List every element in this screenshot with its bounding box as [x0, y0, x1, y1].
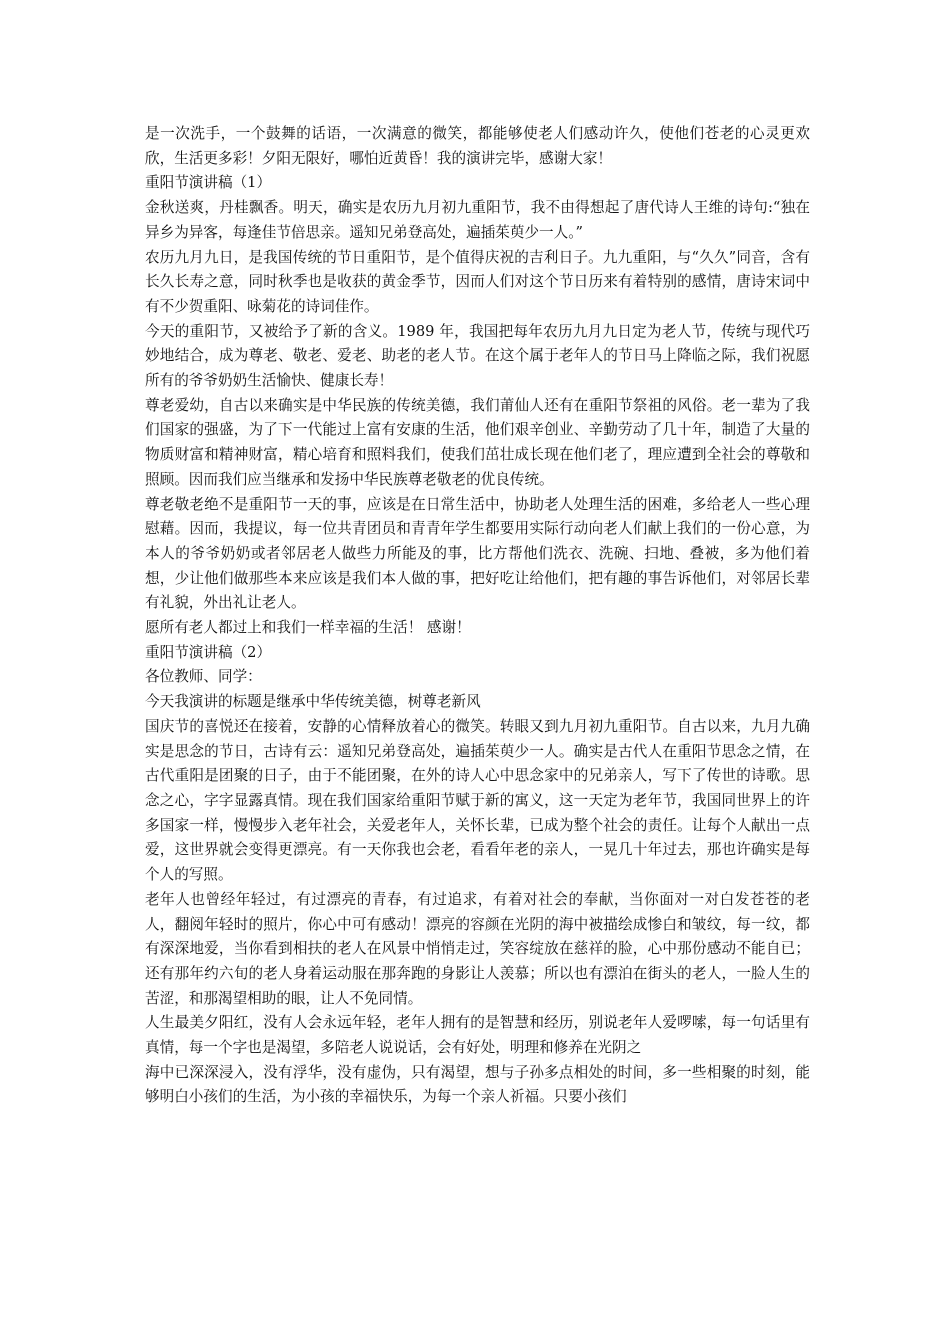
- paragraph: 是一次洗手，一个鼓舞的话语，一次满意的微笑，都能够使老人们感动许久，使他们苍老的心灵更欢欣，生活更多彩！夕阳无限好，哪怕近黄昏！我的演讲完毕，感谢大家！: [145, 125, 810, 167]
- paragraph: 国庆节的喜悦还在接着，安静的心情释放着心的微笑。转眼又到九月初九重阳节。自古以来，九月九确实是思念的节日，古诗有云：遥知兄弟登高处，遍插茱萸少一人。确实是古代人在重阳节思念之情，在古代重阳是团聚的日子，由于不能团聚，在外的诗人心中思念家中的兄弟亲人，写下了传世的诗歌。思念之心，字字显露真情。现在我们国家给重阳节赋于新的寓义，这一天定为老年节，我国同世界上的许多国家一样，慢慢步入老年社会，关爱老年人，关怀长辈，已成为整个社会的责任。让每个人献出一点爱，这世界就会变得更漂亮。有一天你我也会老，看看年老的亲人，一晃几十年过去，那也许确实是每个人的写照。: [145, 717, 810, 884]
- paragraph: 金秋送爽，丹桂飘香。明天，确实是农历九月初九重阳节，我不由得想起了唐代诗人王维的诗句:“独在异乡为异客，每逢佳节倍思亲。遥知兄弟登高处，遍插茱萸少一人。”: [145, 199, 810, 241]
- paragraph: 农历九月九日，是我国传统的节日重阳节，是个值得庆祝的吉利日子。九九重阳，与“久久”同音，含有长久长寿之意，同时秋季也是收获的黄金季节，因而人们对这个节日历来有着特别的感情，唐诗宋词中有不少贺重阳、咏菊花的诗词佳作。: [145, 248, 810, 315]
- paragraph: 今天的重阳节，又被给予了新的含义。1989 年，我国把每年农历九月九日定为老人节，传统与现代巧妙地结合，成为尊老、敬老、爱老、助老的老人节。在这个属于老年人的节日马上降临之际，我们祝愿所有的爷爷奶奶生活愉快、健康长寿！: [145, 322, 810, 390]
- paragraph: 今天我演讲的标题是继承中华传统美德，树尊老新风: [145, 693, 481, 711]
- paragraph: 人生最美夕阳红，没有人会永远年轻，老年人拥有的是智慧和经历，别说老年人爱啰嗦，每一句话里有真情，每一个字也是渴望，多陪老人说说话，会有好处，明理和修养在光阴之: [145, 1014, 810, 1057]
- section-heading: 重阳节演讲稿（1）: [145, 174, 272, 192]
- paragraph: 老年人也曾经年轻过，有过漂亮的青春，有过追求，有着对社会的奉献，当你面对一对白发苍苍的老人，翻阅年轻时的照片，你心中可有感动！漂亮的容颜在光阴的海中被描绘成惨白和皱纹，每一纹，都有深深地爱，当你看到相扶的老人在风景中悄悄走过，笑容绽放在慈祥的脸，心中那份感动不能自已；还有那年约六旬的老人身着运动服在那奔跑的身影让人羡慕；所以也有漂泊在街头的老人，一脸人生的苦涩，和那渴望相助的眼，让人不免同情。: [145, 890, 810, 1007]
- paragraph: 各位教师、同学：: [145, 668, 262, 686]
- paragraph: 尊老敬老绝不是重阳节一天的事，应该是在日常生活中，协助老人处理生活的困难，多给老人一些心理慰藉。因而，我提议，每一位共青团员和青青年学生都要用实际行动向老人们献上我们的一份心意，为本人的爷爷奶奶或者邻居老人做些力所能及的事，比方帮他们洗衣、洗碗、扫地、叠被，多为他们着想，少让他们做那些本来应该是我们本人做的事，把好吃让给他们，把有趣的事告诉他们，对邻居长辈有礼貌，外出礼让老人。: [145, 495, 810, 612]
- document-page: [145, 122, 810, 1110]
- paragraph: 尊老爱幼，自古以来确实是中华民族的传统美德，我们莆仙人还有在重阳节祭祖的风俗。老一辈为了我们国家的强盛，为了下一代能过上富有安康的生活，他们艰辛创业、辛勤劳动了几十年，制造了大量的物质财富和精神财富，精心培育和照料我们，使我们茁壮成长现在他们老了，理应遭到全社会的尊敬和照顾。因而我们应当继承和发扬中华民族尊老敬老的优良传统。: [145, 396, 810, 488]
- section-heading: 重阳节演讲稿（2）: [145, 643, 272, 661]
- paragraph: 海中已深深浸入，没有浮华，没有虚伪，只有渴望，想与子孙多点相处的时间，多一些相聚的时刻，能够明白小孩们的生活，为小孩的幸福快乐，为每一个亲人祈福。只要小孩们: [145, 1063, 810, 1106]
- paragraph: 愿所有老人都过上和我们一样幸福的生活！ 感谢！: [145, 619, 471, 637]
